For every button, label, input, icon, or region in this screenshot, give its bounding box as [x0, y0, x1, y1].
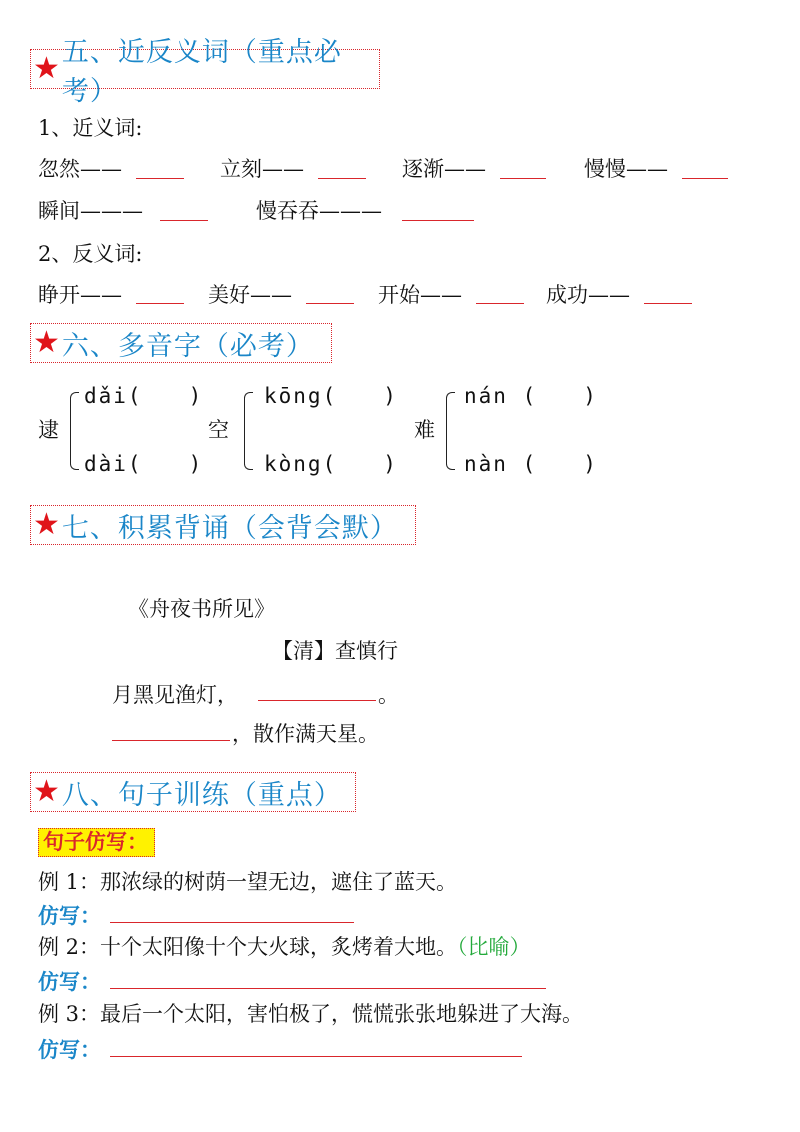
pinyin-option: nàn ( )	[464, 452, 598, 476]
synonym-word-5: 瞬间———	[38, 199, 143, 223]
poem-line-1: 月黑见渔灯，	[112, 683, 238, 707]
answer-blank[interactable]	[500, 178, 546, 179]
section-6-title: 六、多音字（必考）	[61, 330, 314, 362]
synonym-word-4: 慢慢——	[584, 157, 668, 181]
antonym-word-2: 美好——	[208, 283, 292, 307]
antonym-word-3: 开始——	[378, 283, 462, 307]
answer-line[interactable]	[110, 1056, 522, 1057]
star-icon: ★	[33, 325, 60, 360]
answer-blank[interactable]	[402, 220, 474, 221]
section-7-title: 七、积累背诵（会背会默）	[61, 512, 398, 544]
answer-blank[interactable]	[112, 740, 230, 741]
answer-blank[interactable]	[306, 303, 354, 304]
answer-blank[interactable]	[136, 178, 184, 179]
synonym-word-3: 逐渐——	[402, 157, 486, 181]
brace	[70, 392, 79, 470]
star-icon: ★	[33, 51, 60, 86]
example-sentence-3: 例 3：最后一个太阳，害怕极了，慌慌张张地躲进了大海。	[38, 1002, 584, 1026]
imitation-prompt-2: 仿写：	[38, 970, 101, 994]
answer-blank[interactable]	[318, 178, 366, 179]
synonym-heading: 1、近义词:	[38, 116, 143, 140]
answer-blank[interactable]	[476, 303, 524, 304]
answer-blank[interactable]	[644, 303, 692, 304]
imitation-prompt-1: 仿写：	[38, 904, 101, 928]
pinyin-option: kòng( )	[264, 452, 398, 476]
pinyin-option: dǎi( )	[84, 384, 204, 408]
poem-line-2-end: ，散作满天星。	[232, 722, 379, 746]
section-7-header	[30, 505, 416, 545]
section-5-title: 五、近反义词（重点必考）	[61, 37, 342, 107]
synonym-word-2: 立刻——	[220, 157, 304, 181]
star-icon: ★	[33, 774, 60, 809]
synonym-word-6: 慢吞吞———	[256, 199, 382, 223]
synonym-word-1: 忽然——	[38, 157, 122, 181]
brace	[244, 392, 253, 470]
answer-blank[interactable]	[258, 700, 376, 701]
polyphone-char-3: 难	[414, 418, 435, 442]
answer-blank[interactable]	[682, 178, 728, 179]
star-icon: ★	[33, 507, 60, 542]
example-sentence-2: 例 2：十个太阳像十个大火球，炙烤着大地。（比喻）	[38, 935, 531, 959]
section-6-header	[30, 323, 332, 363]
imitation-label: 句子仿写：	[38, 826, 155, 856]
poem-author: 【清】查慎行	[272, 639, 398, 663]
answer-blank[interactable]	[160, 220, 208, 221]
antonym-word-1: 睁开——	[38, 283, 122, 307]
answer-blank[interactable]	[136, 303, 184, 304]
imitation-prompt-3: 仿写：	[38, 1038, 101, 1062]
answer-line[interactable]	[110, 988, 546, 989]
pinyin-option: dài( )	[84, 452, 204, 476]
antonym-heading: 2、反义词:	[38, 242, 143, 266]
brace	[446, 392, 455, 470]
figure-of-speech-note: （比喻）	[457, 935, 531, 959]
antonym-word-4: 成功——	[546, 283, 630, 307]
polyphone-char-2: 空	[208, 418, 229, 442]
section-5-header	[30, 37, 380, 107]
section-8-title: 八、句子训练（重点）	[61, 779, 342, 811]
section-8-header	[30, 772, 356, 812]
pinyin-option: kōng( )	[264, 384, 398, 408]
answer-line[interactable]	[110, 922, 354, 923]
polyphone-char-1: 逮	[38, 418, 59, 442]
example-sentence-1: 例 1：那浓绿的树荫一望无边，遮住了蓝天。	[38, 870, 458, 894]
poem-line-1-end: 。	[378, 683, 399, 707]
pinyin-option: nán ( )	[464, 384, 598, 408]
poem-title: 《舟夜书所见》	[128, 597, 275, 621]
